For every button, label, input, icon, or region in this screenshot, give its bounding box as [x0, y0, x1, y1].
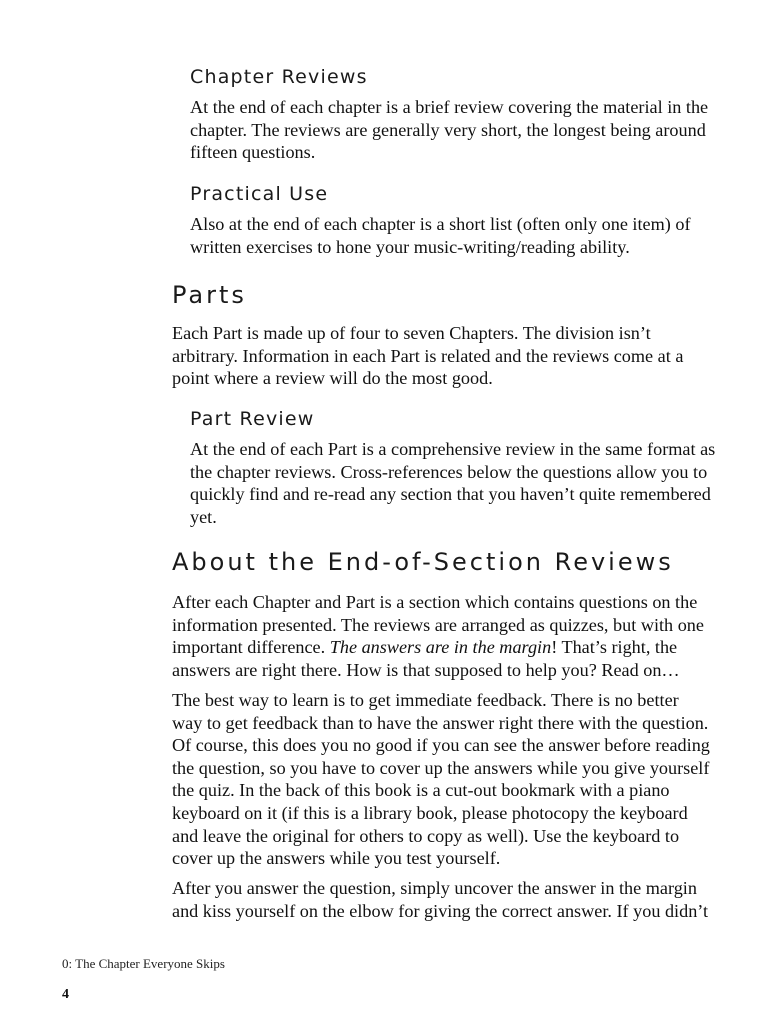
end-of-section-reviews-heading: About the End-of-Section Reviews — [172, 548, 674, 576]
end-of-section-paragraph-2: The best way to learn is to get immediate feedback. There is no better way to get feedback than to have the answer right there with the question. Of course, this does you no good if you can see the answer before reading the question, so you have to cover up the answers while you give yourself the quiz. In the back of this book is a cut-out bookmark with a piano keyboard on it (if this is a library book, please photocopy the keyboard and leave the original for others to copy as well). Use the keyboard to cover up the answers while you test yourself. — [172, 690, 710, 869]
part-review-paragraph: At the end of each Part is a comprehensive review in the same format as the chapter reviews. Cross-references below the questions allow you to quickly find and re-read any section that you haven’t quite remembered yet. — [190, 439, 716, 527]
chapter-reviews-heading: Chapter Reviews — [190, 66, 368, 88]
page-number: 4 — [62, 987, 69, 1002]
end-of-section-paragraph-3: After you answer the question, simply uncover the answer in the margin and kiss yourself on the elbow for giving the correct answer. If you didn’t — [172, 878, 709, 921]
emphasized-text: The answers are in the margin — [329, 637, 552, 658]
part-review-heading: Part Review — [190, 408, 315, 430]
paragraph-text: After each Chapter and Part is a section which contains questions on the information presented. The reviews are arranged as quizzes, but with one important difference. — [172, 592, 704, 658]
end-of-section-paragraph-1 — [172, 591, 712, 681]
running-footer-title: 0: The Chapter Everyone Skips — [62, 956, 225, 971]
practical-use-heading: Practical Use — [190, 183, 329, 205]
parts-heading: Parts — [172, 281, 247, 309]
parts-paragraph: Each Part is made up of four to seven Chapters. The division isn’t arbitrary. Information in each Part is related and the reviews come at a point where a review will do the most good. — [172, 323, 684, 389]
practical-use-paragraph: Also at the end of each chapter is a short list (often only one item) of written exercises to hone your music-writing/reading ability. — [190, 214, 691, 257]
paragraph-text: ! That’s right, the answers are right there. How is that supposed to help you? Read on… — [172, 637, 680, 680]
chapter-reviews-paragraph: At the end of each chapter is a brief review covering the material in the chapter. The reviews are generally very short, the longest being around fifteen questions. — [190, 97, 709, 163]
